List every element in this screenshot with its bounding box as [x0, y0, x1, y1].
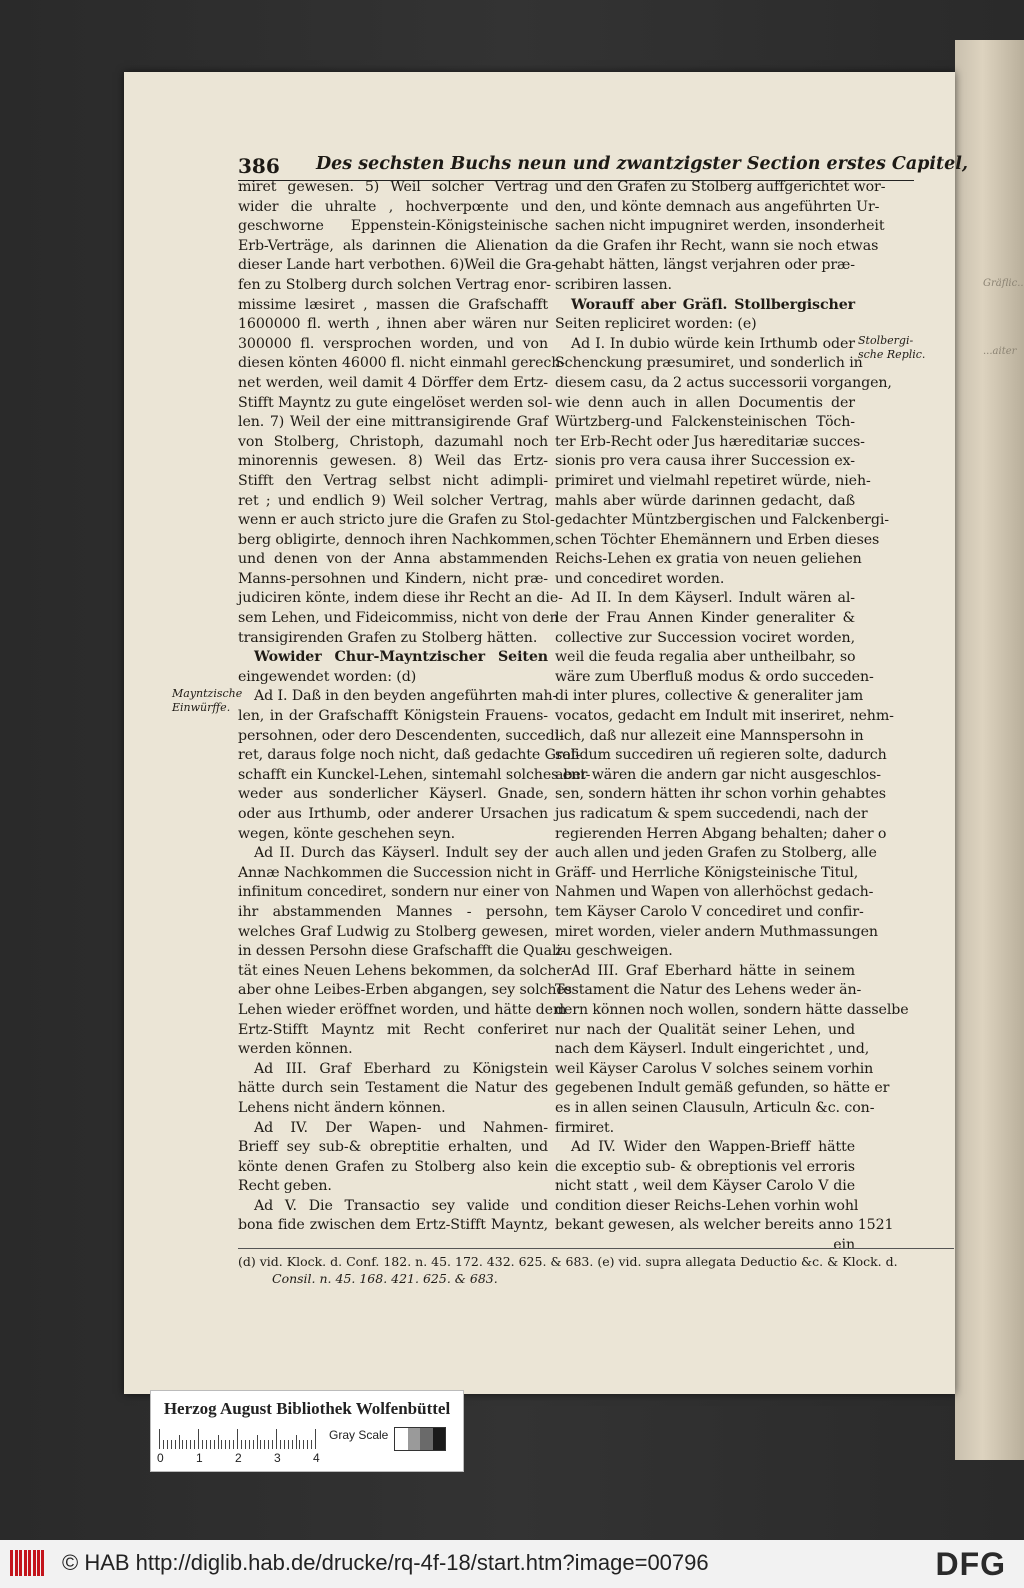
text-line: gehabt hätten, längst verjahren oder præ- — [555, 257, 855, 274]
text-line: di inter plures, collective & generaliter jam — [555, 688, 864, 705]
text-line: primiret und vielmahl repetiret würde, nieh- — [555, 472, 871, 489]
text-line: Würtzberg-und Falckensteinischen Töch- — [555, 414, 855, 431]
ruler-tick — [315, 1429, 316, 1449]
ruler-tick — [303, 1440, 304, 1449]
text-line: nur nach der Qualität seiner Lehen, und — [555, 1021, 855, 1038]
logo-bar — [37, 1550, 40, 1576]
text-line: missime læsiret , massen die Grafschafft — [238, 296, 548, 313]
ruler-tick — [206, 1440, 207, 1449]
text-line: nach dem Käyserl. Indult eingerichtet , und, — [555, 1041, 870, 1058]
text-line: fen zu Stolberg durch solchen Vertrag enor- — [238, 276, 551, 293]
text-line: schafft ein Kunckel-Lehen, sintemahl solches ent- — [238, 766, 591, 783]
text-line: Stifft Mayntz zu gute eingelöset werden sol- — [238, 394, 553, 411]
text-line: Stifft den Vertrag selbst nicht adimpli- — [238, 472, 548, 489]
text-line: Erb-Verträge, als darinnen die Alienation — [238, 237, 548, 254]
ruler-tick — [167, 1440, 168, 1449]
logo-bar — [24, 1550, 27, 1576]
library-color-card — [150, 1390, 464, 1472]
text-line: Ad III. Graf Eberhard zu Königstein — [254, 1060, 548, 1077]
text-line: miret gewesen. 5) Weil solcher Vertrag — [238, 179, 548, 195]
logo-bar — [41, 1550, 44, 1576]
text-line: und den Grafen zu Stolberg auffgerichtet wor- — [555, 179, 886, 195]
ruler-tick — [186, 1440, 187, 1449]
text-line: persohnen, oder dero Descendenten, succedi- — [238, 727, 564, 744]
text-line: transigirenden Grafen zu Stolberg hätten. — [238, 629, 538, 646]
text-line: miret worden, vieler andern Muthmassungen — [555, 923, 878, 940]
text-line: collective zur Succession vociret worden, — [555, 629, 855, 646]
logo-bar — [15, 1550, 18, 1576]
page-header — [238, 150, 968, 181]
text-line: gegebenen Indult gemäß gefunden, so hätte er — [555, 1080, 890, 1097]
gray-swatch — [420, 1428, 433, 1450]
hab-barcode-logo-icon — [10, 1550, 44, 1576]
text-line: von Stolberg, Christoph, dazumahl noch — [238, 433, 548, 450]
ruler-tick — [260, 1440, 261, 1449]
ruler-tick — [237, 1429, 238, 1449]
text-line: in dessen Persohn diese Grafschafft die Quali- — [238, 943, 566, 960]
text-line: Reichs-Lehen ex gratia von neuen geliehen — [555, 551, 862, 568]
footnote-line: (d) vid. Klock. d. Conf. 182. n. 45. 172. 432. 625. & 683. (e) vid. supra allegata Deductio &c. & Klock. d. — [238, 1254, 898, 1269]
margin-note-line: Einwürffe. — [172, 701, 231, 714]
ruler-tick — [229, 1440, 230, 1449]
text-line: lich, daß nur allezeit eine Mannspersohn in — [555, 727, 864, 744]
text-line: sionis pro vera causa ihrer Succession ex- — [555, 453, 855, 470]
ruler-number: 3 — [274, 1451, 281, 1465]
footer-url[interactable]: © HAB http://diglib.hab.de/drucke/rq-4f-18/start.htm?image=00796 — [62, 1550, 709, 1575]
text-line: könte denen Grafen zu Stolberg also kein — [238, 1158, 548, 1175]
text-line: len, in der Grafschafft Königstein Frauens- — [238, 708, 548, 725]
text-line: wenn er auch stricto jure die Grafen zu Stol- — [238, 512, 555, 529]
scale-ruler — [159, 1427, 317, 1449]
text-line: hätte durch sein Testament die Natur des — [238, 1080, 548, 1097]
text-line: aber wären die andern gar nicht ausgeschlos- — [555, 766, 881, 783]
text-line: Worauff aber Gräfl. Stollbergischer — [571, 296, 855, 313]
text-line: tem Käyser Carolo V concediret und confir- — [555, 903, 864, 920]
ruler-tick — [194, 1440, 195, 1449]
ruler-tick — [202, 1440, 203, 1449]
footnote-line: Consil. n. 45. 168. 421. 625. & 683. — [272, 1271, 498, 1286]
text-line: diesem casu, da 2 actus successorii vorgangen, — [555, 374, 892, 391]
ruler-tick — [249, 1440, 250, 1449]
ruler-tick — [245, 1440, 246, 1449]
ghost-text: ...aiter — [983, 346, 1017, 357]
text-line: Lehens nicht ändern können. — [238, 1099, 446, 1116]
library-title: Herzog August Bibliothek Wolfenbüttel — [163, 1399, 451, 1418]
ruler-tick — [311, 1440, 312, 1449]
running-title: Des sechsten Buchs neun und zwantzigster Section erstes Capitel, — [316, 154, 968, 174]
text-line: wäre zum Uberfluß modus & ordo succeden- — [555, 668, 874, 685]
text-line: sen, sondern hätten ihr schon vorhin gehabtes — [555, 786, 886, 803]
text-line: 1600000 fl. werth , ihnen aber wären nur — [238, 316, 548, 333]
ruler-tick — [307, 1440, 308, 1449]
page-number: 386 — [238, 154, 280, 178]
ruler-tick — [175, 1440, 176, 1449]
adjacent-page-edge — [955, 40, 1024, 1460]
text-line: Ertz-Stifft Mayntz mit Recht conferiret — [238, 1021, 548, 1038]
ruler-tick — [163, 1440, 164, 1449]
text-line: 300000 fl. versprochen worden, und von — [238, 335, 548, 352]
text-line: scribiren lassen. — [555, 276, 672, 293]
text-line: Ad IV. Wider den Wappen-Brieff hätte — [571, 1139, 855, 1156]
ruler-tick — [299, 1440, 300, 1449]
text-line: geschworne Eppenstein-Königsteinische — [238, 218, 548, 235]
ruler-tick — [257, 1435, 258, 1449]
text-line: ein — [833, 1237, 855, 1254]
ruler-tick — [179, 1435, 180, 1449]
text-line: firmiret. — [555, 1119, 615, 1136]
ruler-tick — [159, 1429, 160, 1449]
text-line: Ad IV. Der Wapen- und Nahmen- — [254, 1119, 548, 1136]
text-line: weil Käyser Carolus V solches seinem vorhin — [555, 1060, 874, 1077]
ruler-tick — [253, 1440, 254, 1449]
ruler-tick — [276, 1429, 277, 1449]
text-line: net werden, weil damit 4 Dörffer dem Ertz- — [238, 374, 548, 391]
logo-bar — [19, 1550, 22, 1576]
ruler-number: 4 — [313, 1451, 320, 1465]
text-line: und denen von der Anna abstammenden — [238, 551, 548, 568]
text-line: dieser Lande hart verbothen. 6)Weil die Gra- — [238, 257, 557, 274]
text-line: Ad I. Daß in den beyden angeführten mah- — [254, 688, 558, 705]
ruler-tick — [218, 1435, 219, 1449]
text-line: weil die feuda regalia aber untheilbahr, so — [555, 649, 856, 666]
ruler-tick — [268, 1440, 269, 1449]
ruler-tick — [264, 1440, 265, 1449]
ruler-tick — [214, 1440, 215, 1449]
text-line: Manns-persohnen und Kindern, nicht præ- — [238, 570, 548, 587]
text-line: Wowider Chur-Mayntzischer Seiten — [254, 649, 548, 666]
text-line: Seiten repliciret worden: (e) — [555, 316, 757, 333]
book-page — [124, 72, 968, 1394]
text-line: Gräff- und Herrliche Königsteinische Titul, — [555, 864, 859, 881]
margin-note-left — [172, 687, 242, 715]
text-line: vocatos, gedacht em Indult mit inseriret, nehm- — [555, 708, 894, 725]
text-line: Ad III. Graf Eberhard hätte in seinem — [571, 962, 855, 979]
text-line: schen Töchter Ehemännern und Erben dieses — [555, 531, 880, 548]
ruler-tick — [182, 1440, 183, 1449]
text-line: Annæ Nachkommen die Succession nicht in — [238, 864, 551, 881]
text-line: oder aus Irthumb, oder anderer Ursachen — [238, 806, 548, 822]
text-line: berg obligirte, dennoch ihren Nachkommen, — [238, 531, 555, 548]
logo-bar — [28, 1550, 31, 1576]
logo-bar — [33, 1550, 36, 1576]
ruler-tick — [210, 1440, 211, 1449]
text-line: eingewendet worden: (d) — [238, 668, 417, 685]
text-line: Ad II. In dem Käyserl. Indult wären al- — [571, 590, 855, 607]
text-line: Ad V. Die Transactio sey valide und — [254, 1197, 548, 1214]
text-line: ret, daraus folge noch nicht, daß gedachte Graf- — [238, 747, 581, 764]
text-line: len. 7) Weil der eine mittransigirende Graf — [238, 414, 548, 431]
text-line: bekant gewesen, als welcher bereits anno 1521 — [555, 1217, 894, 1234]
text-line: aber ohne Leibes-Erben abgangen, sey solches — [238, 982, 572, 999]
text-line: weder aus sonderlicher Käyserl. Gnade, — [238, 786, 548, 803]
text-line: dern können noch wollen, sondern hätte dasselbe — [555, 1001, 909, 1018]
ruler-tick — [292, 1440, 293, 1449]
text-line: sem Lehen, und Fideicommiss, nicht von den — [238, 610, 559, 627]
gray-swatches — [394, 1427, 446, 1451]
ruler-tick — [284, 1440, 285, 1449]
text-line: ret ; und endlich 9) Weil solcher Vertrag, — [238, 492, 548, 509]
text-line: Ad II. Durch das Käyserl. Indult sey der — [254, 845, 548, 862]
text-line: Nahmen und Wapen von allerhöchst gedach- — [555, 884, 874, 901]
text-line: die exceptio sub- & obreptionis vel erroris — [555, 1158, 855, 1175]
ruler-number: 1 — [196, 1451, 203, 1465]
text-line: bona fide zwischen dem Ertz-Stifft Mayntz, — [238, 1217, 548, 1234]
text-line: werden können. — [238, 1041, 353, 1058]
text-line: Testament die Natur des Lehens weder än- — [555, 982, 862, 999]
margin-note-line: Mayntzische — [172, 687, 243, 700]
text-line: zu geschweigen. — [555, 943, 673, 960]
text-line: ter Erb-Recht oder Jus hæreditariæ succes- — [555, 433, 865, 450]
ruler-tick — [288, 1440, 289, 1449]
logo-bar — [10, 1550, 13, 1576]
text-line: auch allen und jeden Grafen zu Stolberg, alle — [555, 845, 877, 862]
ruler-tick — [296, 1435, 297, 1449]
text-line: sachen nicht impugniret werden, insonderheit — [555, 218, 885, 235]
text-line: condition dieser Reichs-Lehen vorhin wohl — [555, 1197, 859, 1214]
text-line: ihr abstammenden Mannes - persohn, — [238, 903, 548, 920]
ruler-number: 2 — [235, 1451, 242, 1465]
gray-scale-label: Gray Scale — [329, 1428, 389, 1442]
text-line: minorennis gewesen. 8) Weil das Ertz- — [238, 453, 548, 470]
text-line: Schenckung præsumiret, und sonderlich in — [555, 355, 863, 372]
ruler-tick — [272, 1440, 273, 1449]
text-line: welches Graf Ludwig zu Stolberg gewesen, — [238, 923, 548, 940]
text-line: Lehen wieder eröffnet worden, und hätte dem — [238, 1001, 567, 1018]
text-line: solidum succediren uñ regieren solte, dadurch — [555, 747, 887, 764]
text-line: gedachter Müntzbergischen und Falckenbergi- — [555, 512, 889, 529]
text-line: nicht statt , weil dem Käyser Carolo V die — [555, 1178, 855, 1195]
text-line: Ad I. In dubio würde kein Irthumb oder — [571, 335, 855, 352]
text-line: le der Frau Annen Kinder generaliter & — [555, 610, 855, 627]
text-line: Brieff sey sub-& obreptitie erhalten, und — [238, 1139, 548, 1156]
text-line: regierenden Herren Abgang behalten; daher o — [555, 825, 887, 842]
margin-note-line: Stolbergi- — [858, 334, 914, 347]
text-line: infinitum concediret, sondern nur einer von — [238, 884, 550, 901]
text-line: wegen, könte geschehen seyn. — [238, 825, 456, 842]
text-line: den, und könte demnach aus angeführten Ur- — [555, 198, 880, 215]
footnotes — [238, 1248, 954, 1287]
text-line: und concediret worden. — [555, 570, 725, 587]
ghost-text: Gräflic.. — [983, 278, 1024, 289]
ruler-tick — [233, 1440, 234, 1449]
ruler-tick — [198, 1429, 199, 1449]
text-line: wie denn auch in allen Documentis der — [555, 394, 855, 411]
ruler-tick — [225, 1440, 226, 1449]
text-line: tät eines Neuen Lehens bekommen, da solcher — [238, 962, 572, 979]
ruler-tick — [190, 1440, 191, 1449]
gray-swatch — [433, 1428, 446, 1450]
ruler-tick — [280, 1440, 281, 1449]
margin-note-line: sche Replic. — [858, 348, 926, 361]
text-line: judiciren könte, indem diese ihr Recht an die- — [238, 590, 563, 607]
text-line: diesen könten 46000 fl. nicht einmahl gerech- — [238, 355, 565, 372]
text-line: jus radicatum & spem succedendi, nach der — [555, 806, 868, 822]
ruler-tick — [241, 1440, 242, 1449]
dfg-logo: DFG — [935, 1546, 1006, 1582]
gray-swatch — [395, 1428, 408, 1450]
ruler-number: 0 — [157, 1451, 164, 1465]
ruler-tick — [221, 1440, 222, 1449]
text-line: da die Grafen ihr Recht, wann sie noch etwas — [555, 237, 879, 254]
gray-swatch — [408, 1428, 421, 1450]
text-line: mahls aber würde darinnen gedacht, daß — [555, 492, 855, 509]
text-line: es in allen seinen Clausuln, Articuln &c. con- — [555, 1099, 875, 1116]
text-line: Recht geben. — [238, 1178, 332, 1195]
footer-bar — [0, 1540, 1024, 1588]
text-line: wider die uhralte , hochverpœnte und — [238, 198, 548, 215]
ruler-tick — [171, 1440, 172, 1449]
margin-note-right — [858, 334, 925, 362]
